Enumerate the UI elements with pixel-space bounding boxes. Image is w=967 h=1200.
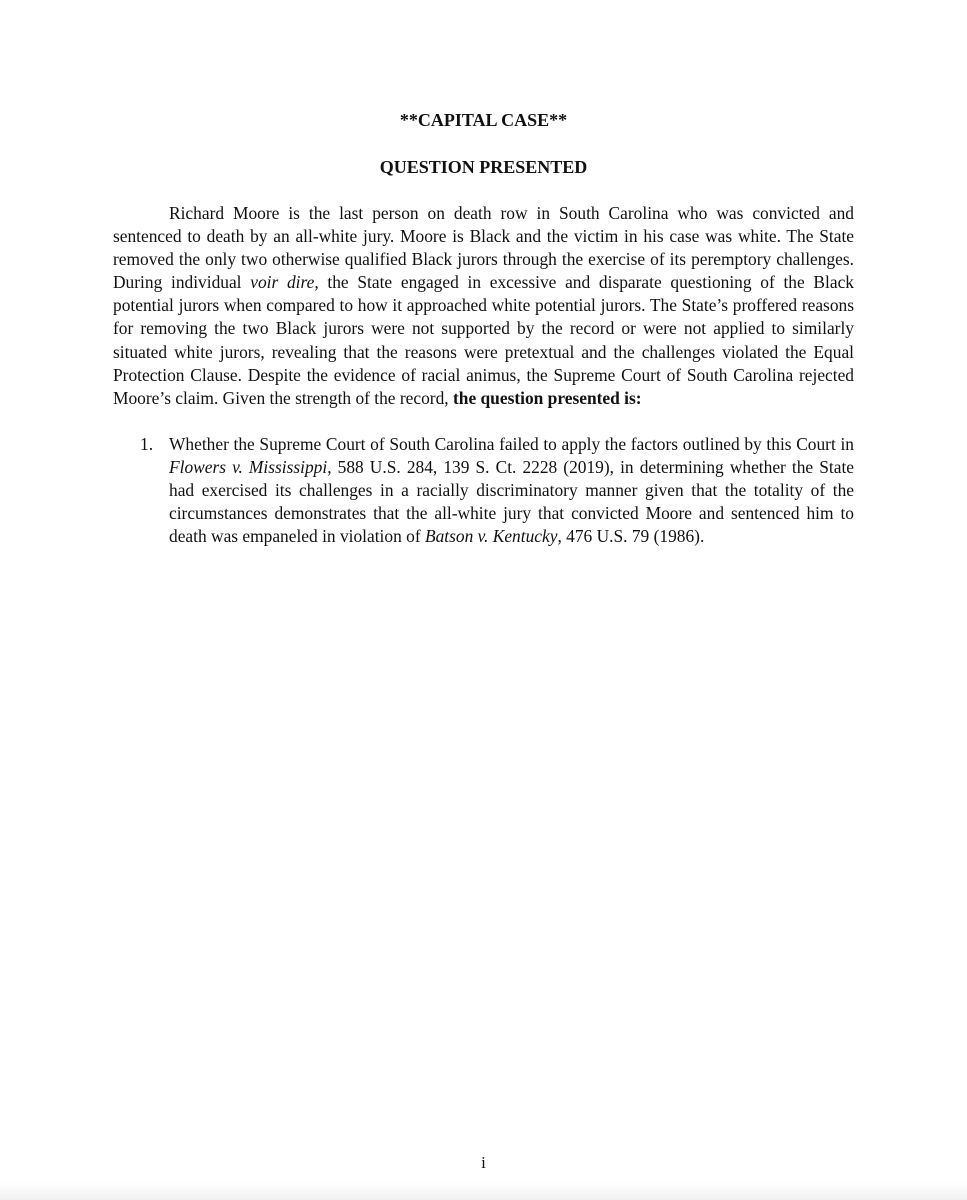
question-list bbox=[113, 433, 854, 548]
intro-italic-voir-dire: voir dire, bbox=[250, 272, 319, 293]
question-presented-heading: QUESTION PRESENTED bbox=[379, 157, 588, 177]
intro-paragraph bbox=[113, 202, 854, 410]
intro-bold-question: the question presented is: bbox=[452, 387, 642, 408]
page-number: i bbox=[481, 1153, 486, 1172]
question-number: 1. bbox=[140, 434, 154, 454]
question-text-3: , 476 U.S. 79 (1986). bbox=[557, 526, 705, 547]
page-bottom-edge bbox=[0, 1182, 967, 1200]
intro-text-1: Richard Moore is the last person on death row in South Carolina who was convicted and sentenced to death by an all-white jury. Moore is Black and the victim in his case was white. The State removed the only two otherwise qualified Black jurors through the exercise of its peremptory challenges. During individual bbox=[113, 203, 854, 293]
case-citation-batson: Batson v. Kentucky bbox=[424, 526, 558, 547]
question-text-1: Whether the Supreme Court of South Carolina failed to apply the factors outlined by this Court in bbox=[169, 434, 854, 454]
question-text-2: , 588 U.S. 284, 139 S. Ct. 2228 (2019), in determining whether the State had exercised its challenges in a racially discriminatory manner given that the totality of the circumstances demonstrates that the all-white jury that convicted Moore and sentenced him to death was empaneled in violation of bbox=[169, 457, 855, 547]
capital-case-heading: **CAPITAL CASE** bbox=[399, 110, 568, 130]
question-item bbox=[113, 433, 854, 548]
intro-text-2: the State engaged in excessive and disparate questioning of the Black potential jurors when compared to how it approached white potential jurors. The State’s proffered reasons for removing the two Black jurors were not supported by the record or were not applied to similarly situated white jurors, revealing that the reasons were pretextual and the challenges violated the Equal Protection Clause. Despite the evidence of racial animus, the Supreme Court of South Carolina rejected Moore’s claim. Given the strength of the record, bbox=[113, 272, 854, 408]
case-citation-flowers: Flowers v. Mississippi bbox=[169, 457, 328, 478]
